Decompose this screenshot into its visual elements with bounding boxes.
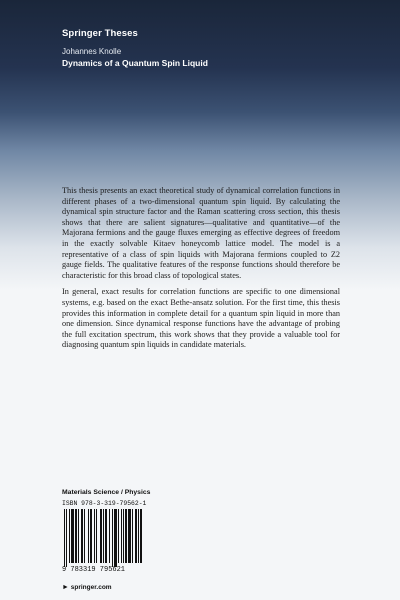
publisher-link[interactable]	[62, 584, 112, 591]
barcode-digits: 9 783319 795621	[62, 566, 126, 574]
blurb-text	[62, 186, 340, 357]
series-name: Springer Theses	[62, 28, 138, 39]
barcode-icon	[62, 509, 144, 567]
barcode-block	[62, 500, 147, 586]
subject-category: Materials Science / Physics	[62, 489, 151, 496]
book-title: Dynamics of a Quantum Spin Liquid	[62, 58, 208, 68]
blurb-paragraph-2: In general, exact results for correlation functions are specific to one dimensional systems, e.g. based on the exact Bethe-ansatz solution. For the first time, this thesis provides this information in complete detail for a quantum spin liquid in more than one dimension. Since dynamical response functions have the advantage of probing the full excitation spectrum, this work shows that they provide a valuable tool for diagnosing quantum spin liquids in candidate materials.	[62, 287, 340, 350]
isbn-label: ISBN 978-3-319-79562-1	[62, 500, 147, 507]
blurb-paragraph-1: This thesis presents an exact theoretical study of dynamical correlation functions in different phases of a two-dimensional quantum spin liquid. By calculating the dynamical spin structure factor and the Raman scattering cross section, this thesis shows that there are salient signatures—qualitative and quantitative—of the Majorana fermions and the gauge fluxes emerging as effective degrees of freedom in the exactly solvable Kitaev honeycomb lattice model. The model is a representative of a class of spin liquids with Majorana fermions coupled to Z2 gauge fields. The qualitative features of the response functions should therefore be characteristic for this broad class of topological states.	[62, 186, 340, 280]
publisher-url-text: springer.com	[70, 584, 112, 591]
cover-top-band	[0, 0, 400, 150]
arrow-right-icon: ►	[62, 584, 69, 591]
author-name: Johannes Knolle	[62, 47, 122, 56]
